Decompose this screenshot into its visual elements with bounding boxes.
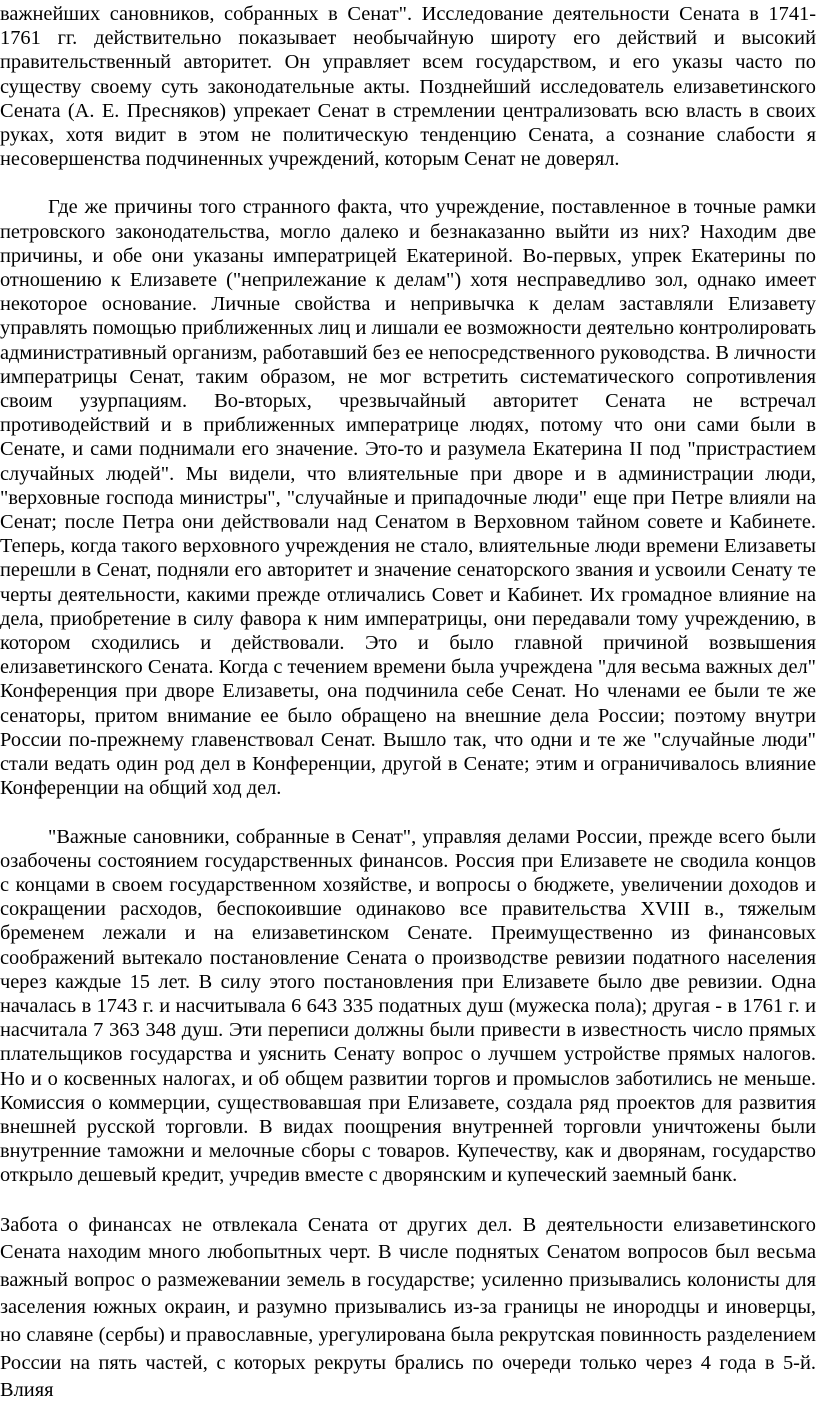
paragraph-gap [0,1188,816,1212]
paragraph-gap [0,171,816,195]
paragraph-reasons: Где же причины того странного факта, что учреждение, поставленное в точные рамки петровского законодательства, могло далеко и безнаказанно выйти из них? Находим две причины, и обе они указаны императрицей Екатериной. Во-первых, упрек Екатерины по отношению к Елизавете ("неприлежание к делам") хотя несправедливо зол, однако имеет некоторое основание. Личные свойства и непривычка к делам заставляли Елизавету управлять помощью приближенных лиц и лишали ее возможности деятельно контролировать административный организм, работавший без ее непосредственного руководства. В личности императрицы Сенат, таким образом, не мог встретить систематического сопротивления своим узурпациям. Во-вторых, чрезвычайный авторитет Сената не встречал противодействий и в приближенных императрице людях, потому что они сами были в Сенате, и сами поднимали его значение. Это-то и разумела Екатерина II под "пристрастием случайных людей". Мы видели, что влиятельные при дворе и в администрации люди, "верховные господа министры", "случайные и припадочные люди" еще при Петре влияли на Сенат; после Петра они действовали над Сенатом в Верховном тайном совете и Кабинете. Теперь, когда такого верховного учреждения не стало, влиятельные люди времени Елизаветы перешли в Сенат, подняли его авторитет и значение сенаторского звания и усвоили Сенату те черты деятельности, какими прежде отличались Совет и Кабинет. Их громадное влияние на дела, приобретение в силу фавора к ним императрицы, они передавали тому учреждению, в котором сходились и действовали. Это и было главной причиной возвышения елизаветинского Сената. Когда с течением времени была учреждена "для весьма важных дел" Конференция при дворе Елизаветы, она подчинила себе Сенат. Но членами ее были те же сенаторы, притом внимание ее было обращено на внешние дела России; поэтому внутри России по-прежнему главенствовал Сенат. Вышло так, что одни и те же "случайные люди" стали ведать один род дел в Конференции, другой в Сенате; этим и ограничивалось влияние Конференции на общий ход дел. [0,196,816,800]
paragraph-finances: "Важные сановники, собранные в Сенат", управляя делами России, прежде всего были озабочены состоянием государственных финансов. Россия при Елизавете не сводила концов с концами в своем государственном хозяйстве, и вопросы о бюджете, увеличении доходов и сокращении расходов, беспокоившие одинаково все правительства XVIII в., тяжелым бременем лежали и на елизаветинском Сенате. Преимущественно из финансовых соображений вытекало постановление Сената о производстве ревизии податного населения через каждые 15 лет. В силу этого постановления при Елизавете было две ревизии. Одна началась в 1743 г. и насчитывала 6 643 335 податных душ (мужеска пола); другая - в 1761 г. и насчитала 7 363 348 душ. Эти переписи должны были привести в известность число прямых плательщиков государства и уяснить Сенату вопрос о лучшем устройстве прямых налогов. Но и о косвенных налогах, и об общем развитии торгов и промыслов заботились не меньше. Комиссия о коммерции, существовавшая при Елизавете, создала ряд проектов для развития внешней русской торговли. В видах поощрения внутренней торговли уничтожены были внутренние таможни и мелочные сборы с товаров. Купечеству, как и дворянам, государство открыло дешевый кредит, учредив вместе с дворянским и купеческий заемный банк. [0,825,816,1187]
paragraph-senate-authority: важнейших сановников, собранных в Сенат". Исследование деятельности Сената в 1741-1761 гг. действительно показывает необычайную широту его действий и высокий правительственный авторитет. Он управляет всем государством, и его указы часто по существу своему суть законодательные акты. Позднейший исследователь елизаветинского Сената (А. Е. Пресняков) упрекает Сенат в стремлении централизовать всю власть в своих руках, хотя видит в этом не политическую тенденцию Сената, а сознание слабости я несовершенства подчиненных учреждений, которым Сенат не доверял. [0,3,816,171]
paragraph-gap [0,801,816,825]
paragraph-other-affairs: Забота о финансах не отвлекала Сената от других дел. В деятельности елизаветинского Сената находим много любопытных черт. В числе поднятых Сенатом вопросов был весьма важный вопрос о размежевании земель в государстве; усиленно призывались колонисты для заселения южных окраин, и разумно призывались из-за границы не инородцы и иноверцы, но славяне (сербы) и православные, урегулирована была рекрутская повинность разделением России на пять частей, с которых рекруты брались по очереди только через 4 года в 5-й. Влияя [0,1213,816,1402]
